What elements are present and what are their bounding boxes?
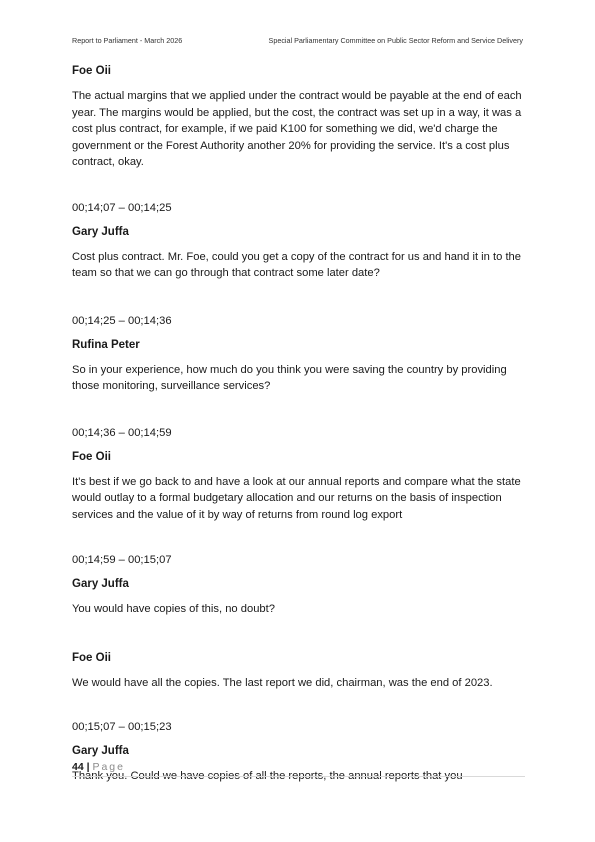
speaker-name: Gary Juffa [72,578,129,590]
speaker-name: Foe Oii [72,651,111,664]
speaker-name: Gary Juffa [72,745,129,757]
transcript [72,64,523,785]
header-committee-name: Special Parliamentary Committee on Public Sector Reform and Service Delivery [268,36,523,45]
transcript-block [72,201,523,282]
transcript-block [72,314,523,395]
speech-text: We would have all the copies. The last report we did, chairman, was the end of 2023. [72,676,493,689]
page-number: 44 [72,761,84,773]
page-header [72,36,523,45]
speech-text: It's best if we go back to and have a look at our annual reports and compare what the state would outlay to a formal budgetary allocation and our returns on the basis of inspection services and the value of it by way of returns from round log export [72,475,521,521]
speech-text: The actual margins that we applied under the contract would be payable at the end of each year. The margins would be applied, but the cost, the contract was set up in a way, it was a cost plus contract, for example, if we paid K100 for something we did, we'd charge the government or the Forest Authority another 20% for providing the service. It's a cost plus contract, okay. [72,90,522,168]
speaker-name: Foe Oii [72,65,111,77]
page-footer [72,760,525,777]
transcript-block [72,426,523,524]
speech-text: Cost plus contract. Mr. Foe, could you get a copy of the contract for us and hand it in to the team so that we can go through that contract some later date? [72,250,521,279]
timestamp: 00;14;36 – 00;14;59 [72,426,172,439]
speech-text: So in your experience, how much do you think you were saving the country by providing those monitoring, surveillance services? [72,363,507,392]
timestamp: 00;14;59 – 00;15;07 [72,554,172,566]
timestamp: 00;15;07 – 00;15;23 [72,721,172,733]
transcript-block [72,553,523,618]
speaker-name: Gary Juffa [72,225,129,238]
transcript-block [72,651,523,692]
page-separator: | [83,761,93,773]
speech-text: Thank you. Could we have copies of all the reports, the annual reports that you [72,770,463,782]
speaker-name: Rufina Peter [72,338,140,351]
page-word: Page [92,761,125,773]
speaker-name: Foe Oii [72,450,111,463]
timestamp: 00;14;07 – 00;14;25 [72,201,172,214]
header-report-title: Report to Parliament - March 2026 [72,36,183,45]
speech-text: You would have copies of this, no doubt? [72,603,275,615]
timestamp: 00;14;25 – 00;14;36 [72,314,172,327]
transcript-block [72,64,523,171]
